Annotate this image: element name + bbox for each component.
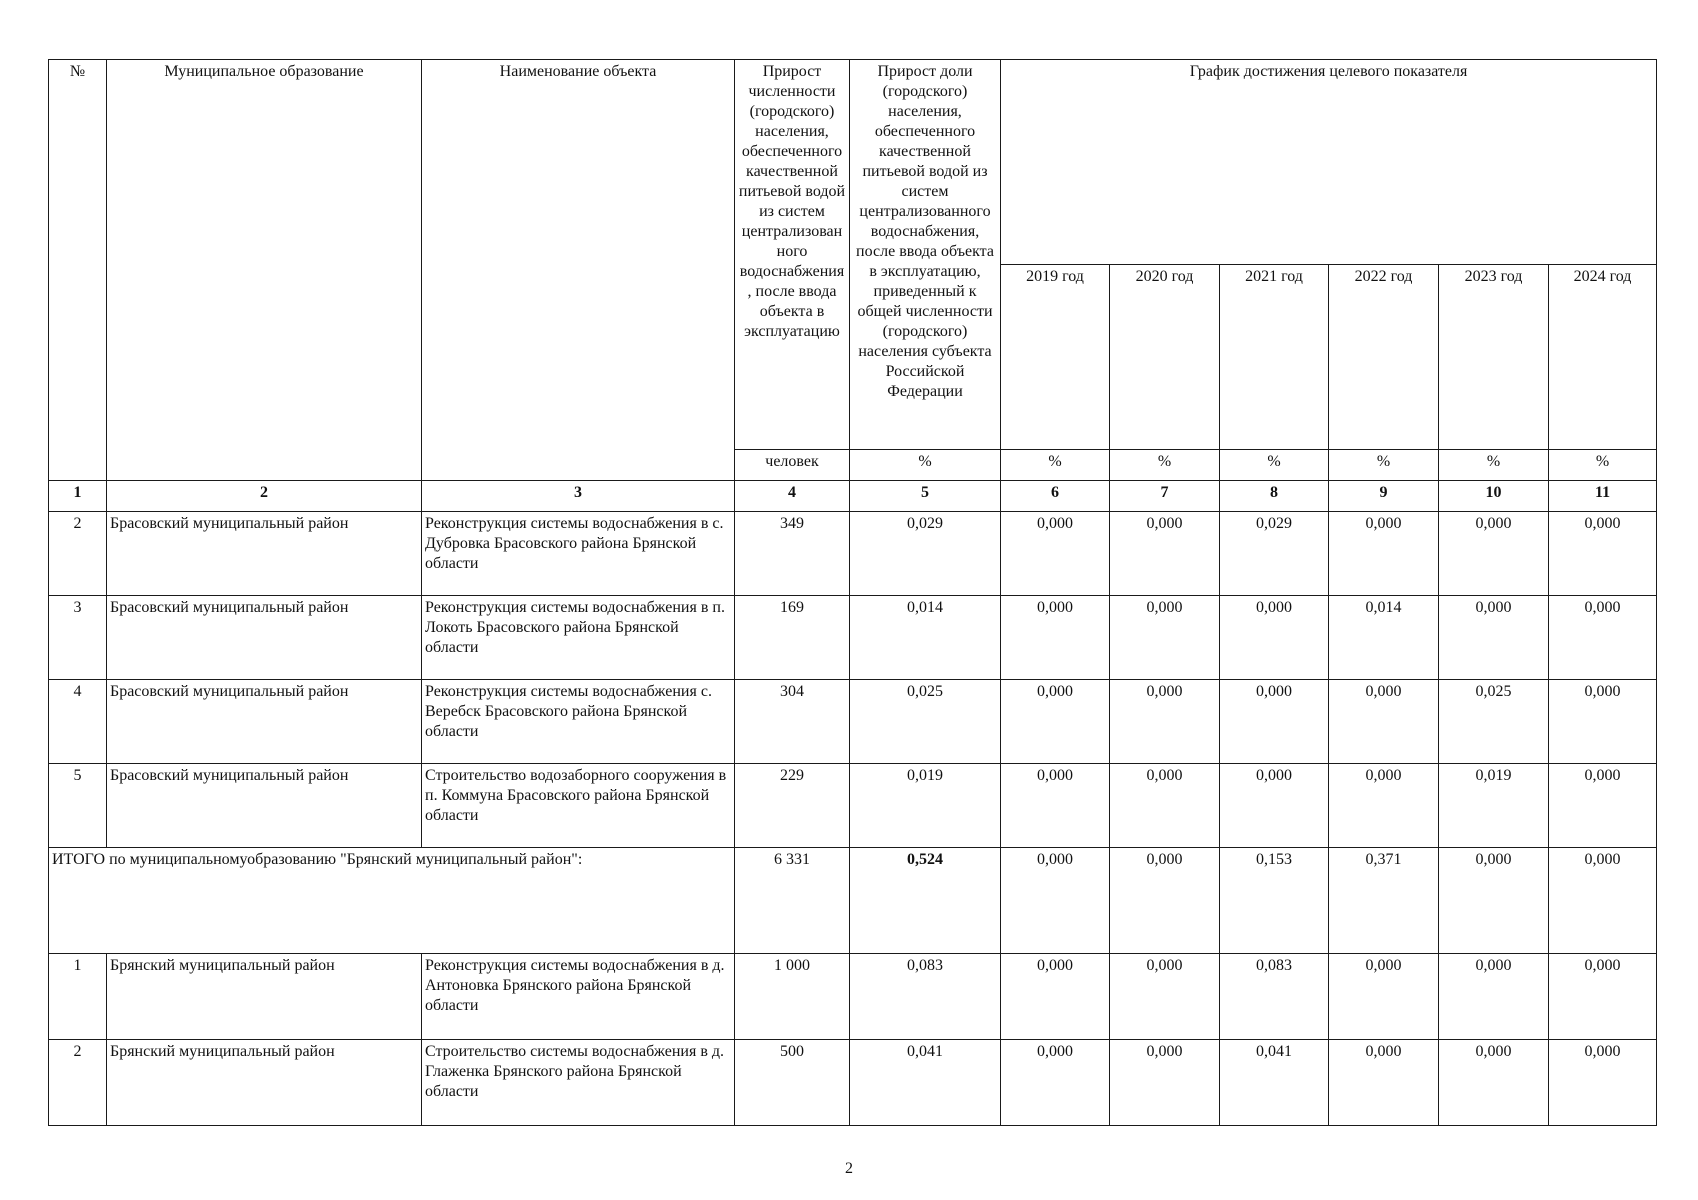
unit-people: человек <box>735 450 850 481</box>
row-municipality: Брасовский муниципальный район <box>107 596 422 680</box>
row-y2023: 0,025 <box>1439 680 1549 764</box>
row-y2024: 0,000 <box>1549 680 1657 764</box>
page-number: 2 <box>845 1160 853 1177</box>
column-number: 9 <box>1329 481 1439 512</box>
row-people: 500 <box>735 1040 850 1126</box>
row-no: 2 <box>49 1040 107 1126</box>
row-y2024: 0,000 <box>1549 512 1657 596</box>
header-year: 2024 год <box>1549 265 1657 450</box>
row-y2022: 0,014 <box>1329 596 1439 680</box>
row-people: 349 <box>735 512 850 596</box>
header-share-growth: Прирост доли (городского) населения, обеспеченного качественной питьевой водой из систем централизованного водоснабжения, после ввода объекта в эксплуатацию, приведенный к общей численности (городского) населения субъекта Российской Федерации <box>850 60 1001 450</box>
row-no: 5 <box>49 764 107 848</box>
row-object: Реконструкция системы водоснабжения с. Веребск Брасовского района Брянской области <box>422 680 735 764</box>
unit-percent: % <box>850 450 1001 481</box>
total-row <box>49 848 1657 954</box>
header-no: № <box>49 60 107 481</box>
table-row <box>49 1040 1657 1126</box>
row-municipality: Брянский муниципальный район <box>107 954 422 1040</box>
column-number: 5 <box>850 481 1001 512</box>
unit-percent: % <box>1220 450 1329 481</box>
row-y2020: 0,000 <box>1110 1040 1220 1126</box>
header-year: 2022 год <box>1329 265 1439 450</box>
unit-percent: % <box>1110 450 1220 481</box>
total-y2024: 0,000 <box>1549 848 1657 954</box>
row-municipality: Брасовский муниципальный район <box>107 764 422 848</box>
row-y2020: 0,000 <box>1110 512 1220 596</box>
row-no: 2 <box>49 512 107 596</box>
total-label: ИТОГО по муниципальномуобразованию "Брянский муниципальный район": <box>49 848 735 954</box>
row-y2022: 0,000 <box>1329 764 1439 848</box>
row-share: 0,025 <box>850 680 1001 764</box>
column-number: 1 <box>49 481 107 512</box>
table-row <box>49 954 1657 1040</box>
header-year: 2023 год <box>1439 265 1549 450</box>
table-row <box>49 680 1657 764</box>
row-object: Строительство водозаборного сооружения в п. Коммуна Брасовского района Брянской области <box>422 764 735 848</box>
row-y2023: 0,000 <box>1439 954 1549 1040</box>
row-y2023: 0,000 <box>1439 1040 1549 1126</box>
row-y2022: 0,000 <box>1329 954 1439 1040</box>
total-y2019: 0,000 <box>1001 848 1110 954</box>
row-y2020: 0,000 <box>1110 954 1220 1040</box>
header-year: 2021 год <box>1220 265 1329 450</box>
unit-percent: % <box>1001 450 1110 481</box>
row-y2023: 0,019 <box>1439 764 1549 848</box>
row-people: 1 000 <box>735 954 850 1040</box>
row-y2021: 0,000 <box>1220 764 1329 848</box>
unit-percent: % <box>1439 450 1549 481</box>
target-indicator-table <box>48 59 1657 1126</box>
row-y2019: 0,000 <box>1001 680 1110 764</box>
table-row <box>49 512 1657 596</box>
row-y2019: 0,000 <box>1001 512 1110 596</box>
total-y2023: 0,000 <box>1439 848 1549 954</box>
row-municipality: Брасовский муниципальный район <box>107 680 422 764</box>
row-y2021: 0,083 <box>1220 954 1329 1040</box>
row-object: Строительство системы водоснабжения в д. Глаженка Брянского района Брянской области <box>422 1040 735 1126</box>
row-y2019: 0,000 <box>1001 954 1110 1040</box>
row-object: Реконструкция системы водоснабжения в п. Локоть Брасовского района Брянской области <box>422 596 735 680</box>
column-number: 7 <box>1110 481 1220 512</box>
row-y2023: 0,000 <box>1439 512 1549 596</box>
row-share: 0,019 <box>850 764 1001 848</box>
header-year: 2020 год <box>1110 265 1220 450</box>
row-municipality: Брасовский муниципальный район <box>107 512 422 596</box>
row-object: Реконструкция системы водоснабжения в с. Дубровка Брасовского района Брянской области <box>422 512 735 596</box>
row-y2019: 0,000 <box>1001 764 1110 848</box>
row-y2020: 0,000 <box>1110 764 1220 848</box>
column-number: 11 <box>1549 481 1657 512</box>
header-year: 2019 год <box>1001 265 1110 450</box>
header-schedule: График достижения целевого показателя <box>1001 60 1657 265</box>
unit-percent: % <box>1329 450 1439 481</box>
row-y2021: 0,000 <box>1220 596 1329 680</box>
row-share: 0,014 <box>850 596 1001 680</box>
row-share: 0,083 <box>850 954 1001 1040</box>
header-object-name: Наименование объекта <box>422 60 735 481</box>
header-population-growth: Прирост численности (городского) населения, обеспеченного качественной питьевой водой из систем централизован ного водоснабжения , после ввода объекта в эксплуатацию <box>735 60 850 450</box>
column-number: 3 <box>422 481 735 512</box>
total-share: 0,524 <box>850 848 1001 954</box>
row-y2021: 0,029 <box>1220 512 1329 596</box>
column-number: 8 <box>1220 481 1329 512</box>
row-object: Реконструкция системы водоснабжения в д. Антоновка Брянского района Брянской области <box>422 954 735 1040</box>
header-municipality: Муниципальное образование <box>107 60 422 481</box>
row-y2024: 0,000 <box>1549 1040 1657 1126</box>
total-y2022: 0,371 <box>1329 848 1439 954</box>
row-y2020: 0,000 <box>1110 596 1220 680</box>
row-y2019: 0,000 <box>1001 1040 1110 1126</box>
table-row <box>49 596 1657 680</box>
row-no: 1 <box>49 954 107 1040</box>
row-y2024: 0,000 <box>1549 954 1657 1040</box>
column-number: 4 <box>735 481 850 512</box>
column-number: 2 <box>107 481 422 512</box>
row-y2022: 0,000 <box>1329 512 1439 596</box>
column-numbers-row <box>49 481 1657 512</box>
total-people: 6 331 <box>735 848 850 954</box>
row-y2022: 0,000 <box>1329 1040 1439 1126</box>
unit-percent: % <box>1549 450 1657 481</box>
row-municipality: Брянский муниципальный район <box>107 1040 422 1126</box>
row-y2020: 0,000 <box>1110 680 1220 764</box>
row-y2021: 0,041 <box>1220 1040 1329 1126</box>
column-number: 10 <box>1439 481 1549 512</box>
header-row <box>49 60 1657 265</box>
total-y2020: 0,000 <box>1110 848 1220 954</box>
row-people: 304 <box>735 680 850 764</box>
row-y2021: 0,000 <box>1220 680 1329 764</box>
row-y2022: 0,000 <box>1329 680 1439 764</box>
row-share: 0,029 <box>850 512 1001 596</box>
row-people: 169 <box>735 596 850 680</box>
row-share: 0,041 <box>850 1040 1001 1126</box>
column-number: 6 <box>1001 481 1110 512</box>
row-no: 4 <box>49 680 107 764</box>
row-people: 229 <box>735 764 850 848</box>
table-row <box>49 764 1657 848</box>
row-y2024: 0,000 <box>1549 764 1657 848</box>
row-y2023: 0,000 <box>1439 596 1549 680</box>
total-y2021: 0,153 <box>1220 848 1329 954</box>
row-no: 3 <box>49 596 107 680</box>
row-y2019: 0,000 <box>1001 596 1110 680</box>
row-y2024: 0,000 <box>1549 596 1657 680</box>
